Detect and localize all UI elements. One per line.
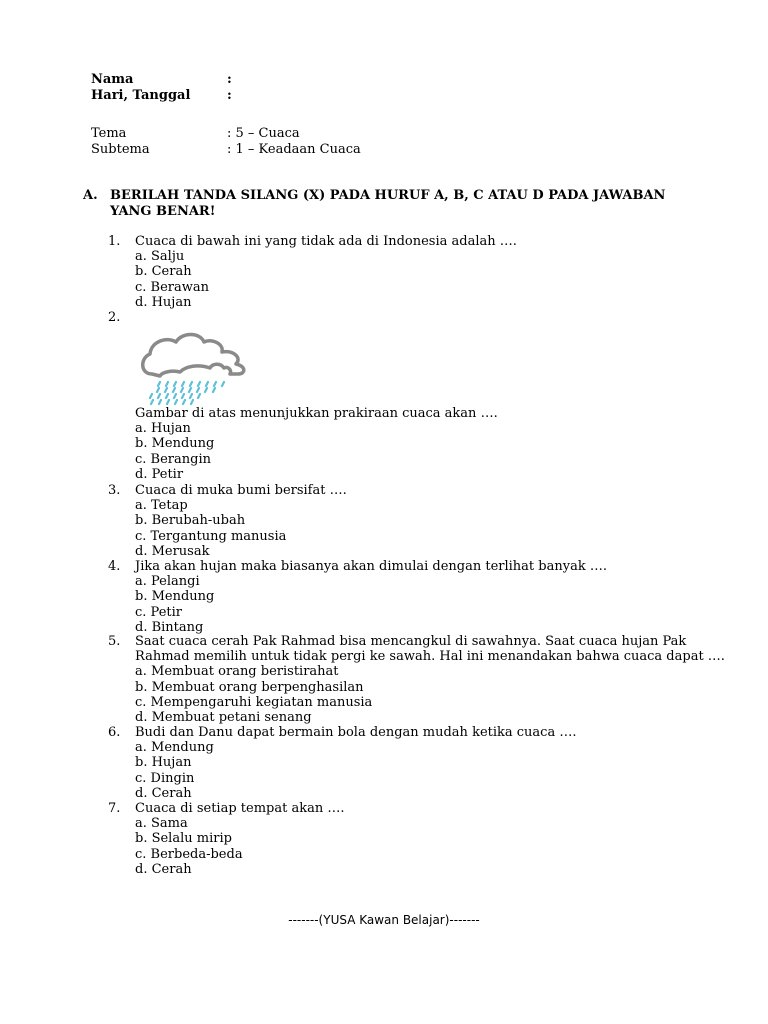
option-a: a. Mendung <box>135 740 214 756</box>
rain-drop <box>173 388 175 392</box>
question-stem: Cuaca di muka bumi bersifat …. <box>135 483 347 498</box>
rain-drop <box>191 400 193 404</box>
rain-drop <box>198 394 200 398</box>
option-c: c. Berbeda-beda <box>135 846 243 862</box>
rain-drop <box>205 388 207 392</box>
option-c: c. Berangin <box>135 451 211 467</box>
section-instruction: BERILAH TANDA SILANG (X) PADA HURUF A, B, C ATAU D PADA JAWABAN YANG BENAR! <box>110 188 666 219</box>
question-number: 1. <box>108 234 121 249</box>
option-c: c. Mempengaruhi kegiatan manusia <box>135 694 373 710</box>
option-c: c. Dingin <box>135 770 195 786</box>
question-2 <box>108 310 708 325</box>
question-stem: Budi dan Danu dapat bermain bola dengan mudah ketika cuaca …. <box>135 725 577 740</box>
question-number: 2. <box>108 310 121 325</box>
question-6 <box>108 725 708 801</box>
option-c: c. Tergantung manusia <box>135 528 287 544</box>
option-b: b. Membuat orang berpenghasilan <box>135 679 364 695</box>
rain-drop <box>158 394 160 398</box>
rain-drop <box>174 382 176 386</box>
question-5 <box>108 634 725 725</box>
rain-drop <box>166 382 168 386</box>
option-c: c. Petir <box>135 604 182 620</box>
nama-label: Nama <box>91 72 134 87</box>
student-info <box>91 72 232 104</box>
option-d: d. Membuat petani senang <box>135 709 312 725</box>
question-stem: Gambar di atas menunjukkan prakiraan cuaca akan …. <box>135 406 498 421</box>
rain-drop <box>198 382 200 386</box>
rain-drop <box>181 388 183 392</box>
rain-drop <box>159 400 161 404</box>
rain-drop <box>183 400 185 404</box>
rain-drop <box>190 382 192 386</box>
question-4 <box>108 559 708 635</box>
option-a: a. Tetap <box>135 498 188 514</box>
rain-drop <box>175 400 177 404</box>
rain-drop <box>158 382 160 386</box>
option-a: a. Membuat orang beristirahat <box>135 664 339 680</box>
tema-row <box>91 126 361 142</box>
rain-drop <box>165 388 167 392</box>
question-number: 3. <box>108 483 121 498</box>
option-b: b. Hujan <box>135 755 192 771</box>
rain-cloud-icon <box>138 330 254 406</box>
question-stem-continued: Rahmad memilih untuk tidak pergi ke sawah. Hal ini menandakan bahwa cuaca dapat …. <box>135 649 725 665</box>
tema-label: Tema <box>91 126 127 141</box>
rain-drop <box>151 400 153 404</box>
section-heading <box>83 188 683 220</box>
topic-info <box>91 126 361 158</box>
option-b: b. Mendung <box>135 589 215 605</box>
question-number: 6. <box>108 725 121 740</box>
nama-row <box>91 72 232 88</box>
subtema-row <box>91 142 361 158</box>
question-number: 4. <box>108 559 121 574</box>
question-stem: Cuaca di bawah ini yang tidak ada di Indonesia adalah …. <box>135 234 517 249</box>
option-b: b. Selalu mirip <box>135 831 232 847</box>
rain-drop <box>150 394 152 398</box>
option-a: a. Sama <box>135 816 188 832</box>
rain-drop <box>182 394 184 398</box>
option-d: d. Petir <box>135 466 184 482</box>
question-number: 7. <box>108 801 121 816</box>
question-stem: Jika akan hujan maka biasanya akan dimulai dengan terlihat banyak …. <box>135 559 607 574</box>
rain-drop <box>214 382 216 386</box>
rain-drop <box>222 382 224 386</box>
subtema-value: : 1 – Keadaan Cuaca <box>227 142 361 157</box>
hari-label: Hari, Tanggal <box>91 88 191 103</box>
question-1 <box>108 234 708 310</box>
option-b: b. Cerah <box>135 264 192 280</box>
rain-drop <box>213 388 215 392</box>
rain-drop <box>206 382 208 386</box>
option-d: d. Cerah <box>135 861 192 877</box>
rain-drop <box>174 394 176 398</box>
hari-colon: : <box>227 88 232 103</box>
rain-drop <box>157 388 159 392</box>
question-2-body <box>108 406 708 482</box>
option-a: a. Pelangi <box>135 574 200 590</box>
option-a: a. Hujan <box>135 421 191 437</box>
footer-credit: -------(YUSA Kawan Belajar)------- <box>288 913 480 927</box>
option-b: b. Mendung <box>135 436 215 452</box>
section-letter: A. <box>83 188 98 203</box>
option-a: a. Salju <box>135 249 185 265</box>
question-stem: Saat cuaca cerah Pak Rahmad bisa mencangkul di sawahnya. Saat cuaca hujan Pak <box>135 634 687 649</box>
rain-drop <box>190 394 192 398</box>
tema-value: : 5 – Cuaca <box>227 126 300 141</box>
subtema-label: Subtema <box>91 142 150 157</box>
rain-drop <box>189 388 191 392</box>
question-stem: Cuaca di setiap tempat akan …. <box>135 801 345 816</box>
question-3 <box>108 483 708 559</box>
option-d: d. Bintang <box>135 619 204 635</box>
option-d: d. Merusak <box>135 543 210 559</box>
rain-drop <box>166 394 168 398</box>
rain-drop <box>182 382 184 386</box>
rain-drop <box>197 388 199 392</box>
question-number: 5. <box>108 634 121 649</box>
rain-drop <box>167 400 169 404</box>
option-d: d. Hujan <box>135 294 192 310</box>
option-c: c. Berawan <box>135 279 210 295</box>
question-7 <box>108 801 708 877</box>
option-d: d. Cerah <box>135 785 192 801</box>
hari-row <box>91 88 232 104</box>
nama-colon: : <box>227 72 232 87</box>
option-b: b. Berubah-ubah <box>135 513 246 529</box>
